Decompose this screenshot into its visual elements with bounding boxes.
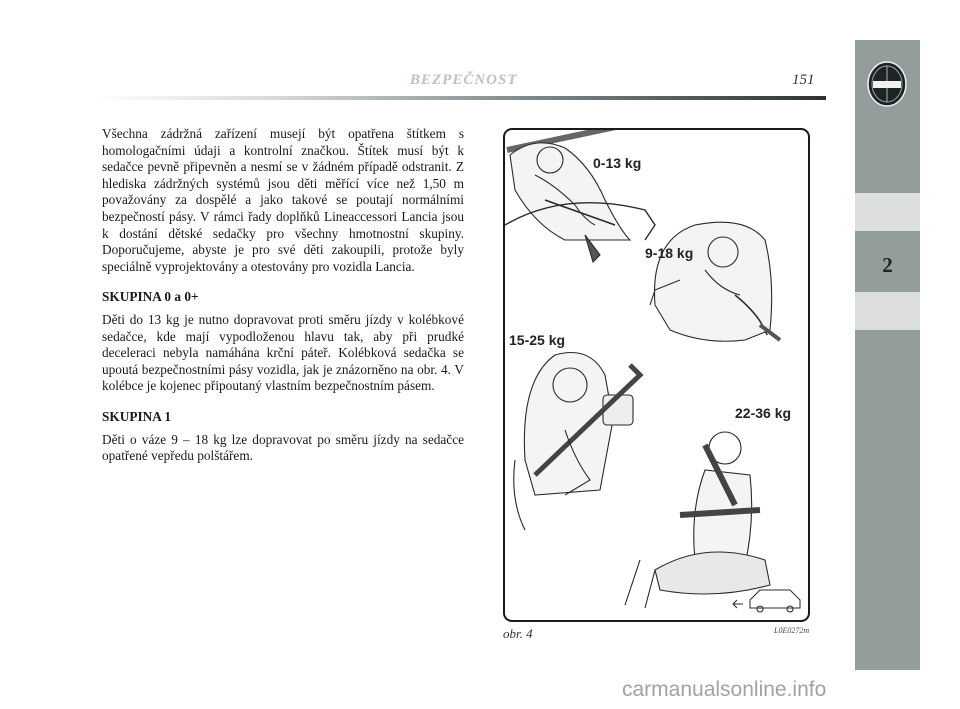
watermark: carmanualsonline.info <box>622 678 827 701</box>
body-text <box>102 126 464 479</box>
label-15-25-kg: 15-25 kg <box>509 332 566 348</box>
figure-code: L0E0272m <box>774 626 810 635</box>
group-1-paragraph: Děti o váze 9 – 18 kg lze dopravovat po směru jízdy na sedačce opatřené vepředu polštářem. <box>102 431 464 464</box>
group-1-heading: SKUPINA 1 <box>102 408 172 424</box>
header-rule <box>96 96 826 100</box>
page-number: 151 <box>792 72 815 88</box>
lancia-logo-icon <box>866 60 908 108</box>
chapter-number: 2 <box>882 253 893 277</box>
section-title: BEZPEČNOST <box>410 72 518 88</box>
side-tab-band-top <box>855 193 920 231</box>
label-9-18-kg: 9-18 kg <box>645 245 694 261</box>
figure-caption: obr. 4 <box>503 626 533 641</box>
side-tab-band-bottom <box>855 292 920 330</box>
label-22-36-kg: 22-36 kg <box>735 405 792 421</box>
child-seat-figure <box>503 128 810 622</box>
intro-paragraph: Všechna zádržná zařízení musejí být opatřena štítkem s homologačními údaji a kontrolní značkou. Štítek musí být k sedačce pevně připevněn a nesmí se v žádném případě odstranit. Z hlediska zádržných systémů jsou děti měřící více než 1,50 m považovány za dospělé a jako takové se poutají normálními bezpečností pásy. V rámci řady doplňků Lineaccessori Lancia jsou k dostání dětské sedačky pro všechny hmotnostní skupiny. Doporučujeme, abyste je pro své děti zakoupili, protože byly speciálně vyprojektovány a otestovány pro vozidla Lancia. <box>102 126 464 274</box>
label-0-13-kg: 0-13 kg <box>593 155 642 171</box>
group-0-paragraph: Děti do 13 kg je nutno dopravovat proti směru jízdy v kolébkové sedačce, kde mají vypodloženou hlavu tak, aby při prudké deceleraci nebyla namáhána krční páteř. Kolébková sedačka se upoutá bezpečnostními pásy vozidla, jak je znázorněno na obr. 4. V kolébce je kojenec připoutaný vlastním bezpečnostním pásem. <box>102 311 464 394</box>
chapter-side-tab <box>855 40 920 670</box>
group-0-heading: SKUPINA 0 a 0+ <box>102 289 199 305</box>
child-seats-illustration <box>505 130 808 620</box>
